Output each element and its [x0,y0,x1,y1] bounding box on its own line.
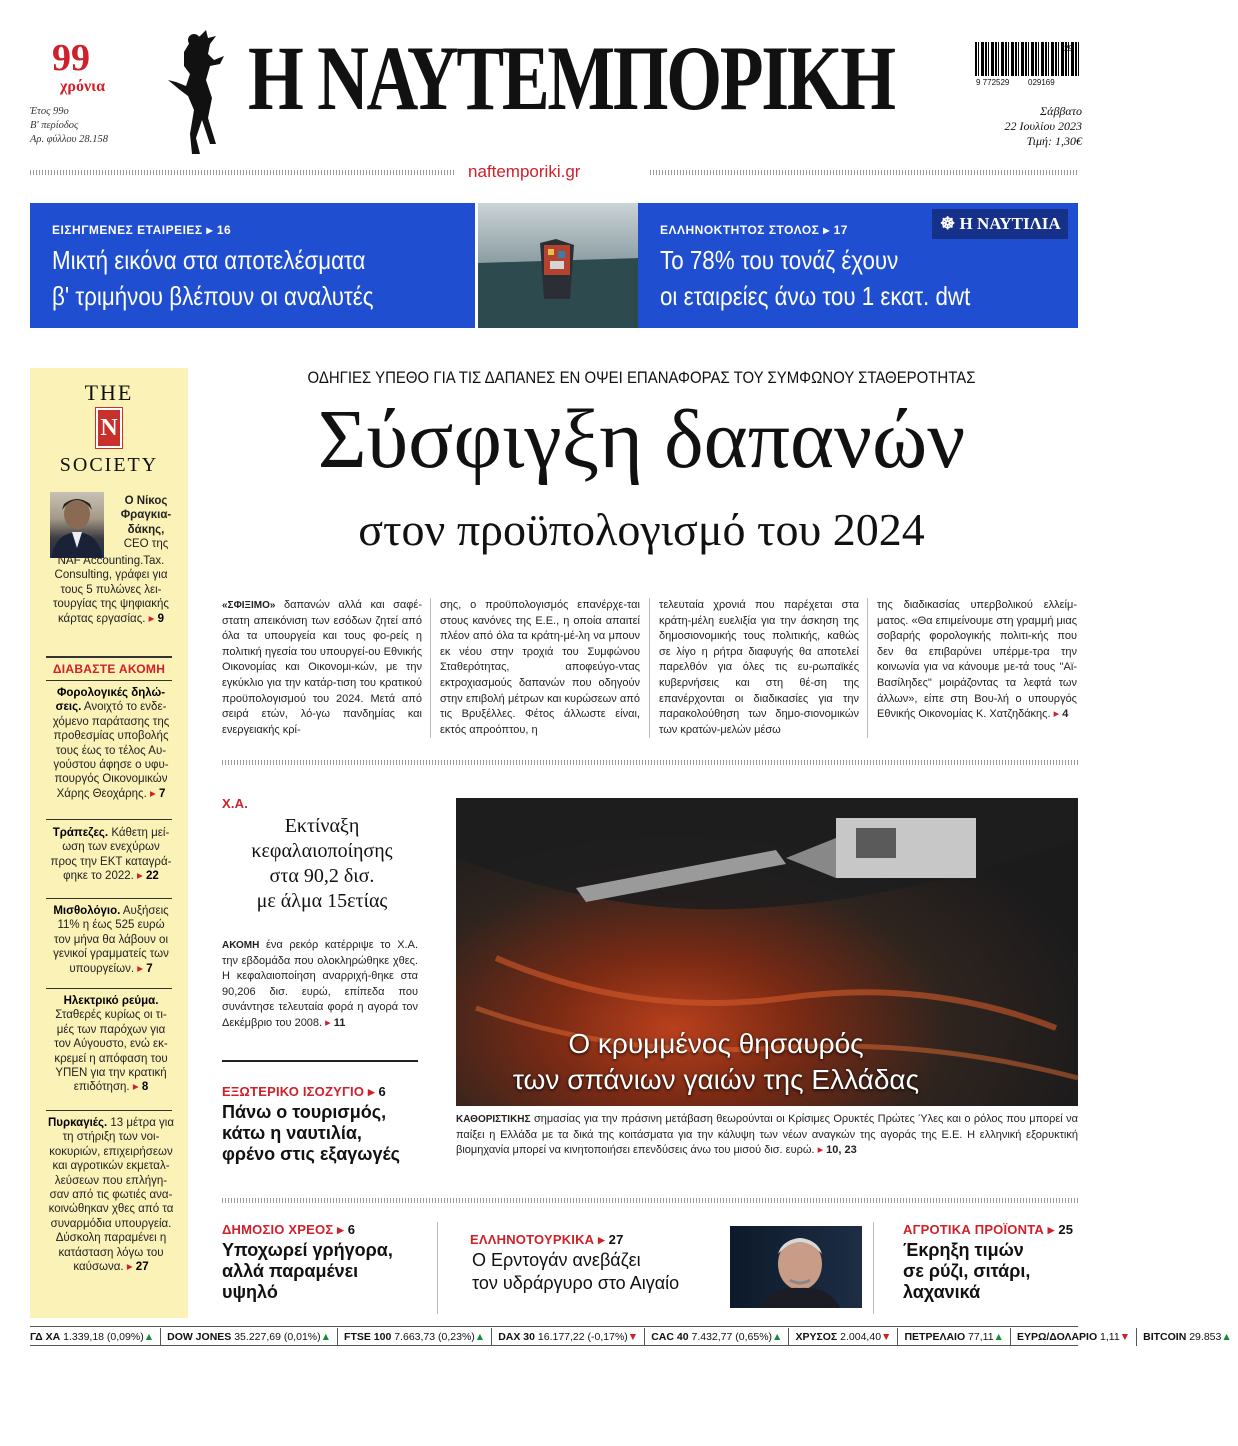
profile-name-2: Φραγκια- [120,509,172,522]
column-separator [867,598,868,738]
arrow-icon: ▸ [598,1232,605,1247]
profile-photo [50,492,104,558]
agro-label: ΑΓΡΟΤΙΚΑ ΠΡΟΪΟΝΤΑ [903,1222,1044,1237]
arrow-icon: ▸ [1053,708,1060,721]
feature-image[interactable] [456,798,1078,1106]
lead-column-3: τελευταία χρονιά που παρέχεται στα κράτη-μέλη ευελιξία για την άσκηση της δημοσιονομικής τους πολιτικής, καθώς σε λίγο η ρήτρα διαφυγής θα αποτελεί παρελθόν για όλες τις ευ-ρωπαϊκές κυβερνήσεις και στη θέ-ση της επανέρχονται οι διαδικασίες για την παρακολούθηση των δημο-σιονομικών των κρατών-μελών μέσω [659,599,859,736]
xa-headline[interactable]: Εκτίναξη κεφαλαιοποίησης στα 90,2 δισ. με άλμα 15ετίας [251,815,393,912]
balance-page: 6 [378,1084,386,1099]
ticker-item: FTSE 100 7.663,73 (0,23%)▲ [338,1328,492,1346]
anniversary-number: 99 [52,37,90,79]
column-separator [649,598,650,738]
avatar [50,492,104,558]
feature-overlay-line1: Ο κρυμμένος θησαυρός [568,1028,864,1059]
lead-dropword: «ΣΦΙΞΙΜΟ» [222,600,276,611]
masthead-rule-left [30,170,455,175]
column-separator [430,598,431,738]
feature-overlay-line2: των σπάνιων γαιών της Ελλάδας [512,1064,920,1095]
sheet-line: Αρ. φύλλου 28.158 [30,134,108,145]
period-line: Β' περίοδος [30,120,79,131]
year-line: Έτος 99ο [30,106,69,117]
column-separator [437,1222,438,1314]
sidebar [30,368,188,1318]
lead-kicker: ΟΔΗΓΙΕΣ ΥΠΕΘΟ ΓΙΑ ΤΙΣ ΔΑΠΑΝΕΣ ΕΝ ΟΨΕΙ ΕΠΑΝΑΦΟΡΑΣ ΤΟΥ ΣΥΜΦΩΝΟΥ ΣΤΑΘΕΡΟΤΗΤΑΣ [307,368,976,387]
sidebar-divider [46,656,172,658]
arrow-icon: ▸ [1047,1222,1055,1237]
arrow-icon: ▸ [126,1261,133,1274]
banner-right-page: 17 [833,223,848,237]
arrow-icon: ▸ [148,612,155,625]
sidebar-item[interactable]: Ηλεκτρικό ρεύμα. Σταθερές κυρίως οι τι-μές των παρόχων για τον Αύγουστο, ενώ εκ-κρεμεί η απόφαση του ΥΠΕΝ για την κρατική επιδότηση. ▸ 8 [54,995,168,1094]
lead-column-4: της διαδικασίας υπερβολικού ελλείμ-ματος. «Θα επιμείνουμε στη γραμμή μιας σοβαρής φορολογικής πολιτι-κής που δεν θα επιβαρύνει υπέρμε-τρα την κοινωνία για να κάνουμε με-τά τους "Αϊ-Βασίληδες" μοιράζοντας τα λεφτά των άλλων», είπε στη Βου-λή ο υπουργός Εθνικής Οικονομίας Κ. Χατζηδάκης. ▸ 4 [877,599,1077,721]
wheel-icon: ☸ [940,214,956,233]
newspaper-title: Η ΝΑΥΤΕΜΠΟΡΙΚΗ [248,27,894,129]
sidebar-divider [46,819,172,820]
banner-left-label: ΕΙΣΗΓΜΕΝΕΣ ΕΤΑΙΡΕΙΕΣ [52,223,203,237]
arrow-icon: ▸ [150,787,156,800]
hermes-logo [170,28,232,158]
market-ticker [30,1326,1232,1346]
arrow-icon: ▸ [823,223,834,237]
naftilia-badge: ☸ Η ΝΑΥΤΙΛΙΑ [932,209,1068,239]
arrow-icon: ▸ [132,1081,139,1094]
day-label: Σάββατο [1040,104,1082,118]
society-the: THE [84,380,134,405]
barcode-right-digits: 029169 [1028,78,1055,87]
sidebar-divider [46,680,172,681]
society-word: SOCIETY [59,454,159,476]
ticker-item: CAC 40 7.432,77 (0,65%)▲ [645,1328,789,1346]
profile-name-4: CEO της [123,538,169,551]
story-divider [222,1060,418,1062]
agro-page: 25 [1058,1222,1074,1237]
agro-headline[interactable]: Έκρηξη τιμών σε ρύζι, σιτάρι, λαχανικά [903,1240,1031,1302]
lead-column-2: σης, ο προϋπολογισμός επανέρχε-ται στους κανόνες της Ε.Ε., η οποία απαιτεί πλέον από όλα τα κράτη-μέ-λη να μπουν εκ νέου στην τροχιά του Συμφώνου Σταθερότητας, αποφεύγο-ντας εκτροχιασμούς δαπανών που οδηγούν στην επιβολή μέτρων και κυρώσεων από τις Βρυξέλλες. Φέτος άλλωστε είναι, εκτός απροόπτου, η [440,599,640,736]
section-rule [222,1198,1078,1203]
society-n-logo: N [96,408,122,448]
sidebar-item[interactable]: Μισθολόγιο. Αυξήσεις 11% η έως 525 ευρώ τον μήνα θα λάβουν οι γενικοί γραμματείς των υπουργείων. ▸ 7 [53,905,169,975]
sidebar-divider [46,1110,172,1111]
balance-headline[interactable]: Πάνω ο τουρισμός, κάτω η ναυτιλία, φρένο στις εξαγωγές [222,1102,400,1164]
profile-text: NAF Accounting.Tax. Consulting, γράφει για τους 5 πυλώνες λει-τουργίας της ψηφιακής κάρτας εργασίας. ▸ 9 [53,555,169,625]
profile-name-3: δάκης, [127,523,165,536]
anniversary-word: χρόνια [60,78,105,95]
banner-left-page: 16 [216,223,232,237]
lead-headline[interactable]: Σύσφιγξη δαπανών [317,393,966,486]
banner-ship-image [478,203,638,328]
ticker-item: DAX 30 16.177,22 (-0,17%)▼ [492,1328,645,1346]
website-link[interactable]: naftemporiki.gr [468,162,581,181]
banner-right-line1: Το 78% του τονάζ έχουν [660,245,899,275]
xa-text: ΑΚΟΜΗ ένα ρεκόρ κατέρριψε το Χ.Α. την εβδομάδα που ολοκληρώθηκε χθες. Η κεφαλαιοποίηση αναρριχή-θηκε στα 90,206 δισ. ευρώ, επίπεδα που συνάντησε τελευταία φορά η αγορά τον Δεκέμβριο του 2008. ▸ 11 [222,939,418,1029]
debt-label: ΔΗΜΟΣΙΟ ΧΡΕΟΣ [222,1222,334,1237]
ticker-item: ΧΡΥΣΟΣ 2.004,40▼ [789,1328,898,1346]
arrow-icon: ▸ [337,1222,344,1237]
turk-label: ΕΛΛΗΝΟΤΟΥΡΚΙΚΑ [470,1232,595,1247]
arrow-icon: ▸ [137,870,143,883]
sidebar-divider [46,898,172,899]
barcode-left-digits: 9 772529 [976,78,1010,87]
arrow-icon: ▸ [137,962,144,975]
barcode-issue: 29 [1064,44,1073,53]
masthead [0,0,1147,185]
banner-right-line2: οι εταιρείες άνω του 1 εκατ. dwt [660,281,971,311]
banner-left-line1: Μικτή εικόνα στα αποτελέσματα [52,245,366,275]
xa-label: Χ.Α. [222,796,249,811]
ticker-item: ΠΕΤΡΕΛΑΙΟ 77,11▲ [898,1328,1011,1346]
sidebar-item[interactable]: Τράπεζες. Κάθετη μεί-ωση των ενεχύρων προς την ΕΚΤ καταγρά-φηκε το 2022. ▸ 22 [50,827,172,883]
turk-headline[interactable]: Ο Ερντογάν ανεβάζει τον υδράργυρο στο Αιγαίο [472,1250,680,1293]
arrow-icon: ▸ [206,223,217,237]
ticker-item: DOW JONES 35.227,69 (0,01%)▲ [161,1328,338,1346]
arrow-icon: ▸ [817,1144,824,1157]
erdogan-photo [730,1226,862,1308]
banner-left-line2: β' τριμήνου βλέπουν οι αναλυτές [52,281,374,311]
price-label: Τιμή: 1,30€ [1026,134,1082,148]
masthead-rule-right [650,170,1078,175]
arrow-icon: ▸ [325,1016,331,1029]
banner-left[interactable] [30,203,475,328]
debt-page: 6 [347,1222,356,1237]
debt-headline[interactable]: Υποχωρεί γρήγορα, αλλά παραμένει υψηλό [222,1240,393,1302]
section-rule [222,760,1078,765]
read-more-heading: ΔΙΑΒΑΣΤΕ ΑΚΟΜΗ [52,662,166,676]
ticker-item: BITCOIN 29.853▲ [1143,1331,1232,1343]
profile-name-1: Ο Νίκος [124,495,168,507]
feature-caption: ΚΑΘΟΡΙΣΤΙΚΗΣ σημασίας για την πράσινη μετάβαση θεωρούνται οι Κρίσιμες Ορυκτές Πρώτες Ύλες και ο ρόλος που μπορεί να παίξει η Ελλάδα με τα δικά της κοιτάσματα για την κάλυψη των νέων αναγκών της αγοράς της Ε.Ε. Η ελληνική εξορυκτική βιομηχανία μπορεί να κινητοποιήσει επενδύσεις άνω του μισού δισ. ευρώ. ▸ 10, 23 [456,1113,1078,1157]
lead-column-1: «ΣΦΙΞΙΜΟ» δαπανών αλλά και σαφέ-στατη απεικόνιση των εσόδων ζητεί από όλα τα υπουργεία και τους φο-ρείς η πολιτική ηγεσία του υπουργεί-ου Εθνικής Οικονομίας και Οικονομι-κών, με την εγκύκλιο για την κατάρ-τιση του κρατικού προϋπολογισμού του 2024. Μετά από σειρά ετών, λό-γω πανδημίας και ενεργειακής κρί- [222,599,422,736]
turk-page: 27 [608,1232,624,1247]
column-separator [873,1222,874,1314]
arrow-icon: ▸ [367,1084,375,1099]
sidebar-divider [46,988,172,989]
portrait-icon [730,1226,862,1308]
date-label: 22 Ιουλίου 2023 [1004,119,1082,133]
ticker-item: ΓΔ ΧΑ 1.339,18 (0,09%)▲ [30,1328,161,1346]
ship-icon [478,203,638,328]
balance-label: ΕΞΩΤΕΡΙΚΟ ΙΣΟΖΥΓΙΟ [222,1084,365,1099]
lead-subhead[interactable]: στον προϋπολογισμό του 2024 [358,504,925,555]
sidebar-item[interactable]: Πυρκαγιές. 13 μέτρα για τη στήριξη των νοι-κοκυριών, επιχειρήσεων και αγροτικών εκμεταλ-λεύσεων που επλήγη-σαν από τις φωτιές ανα-κοινώθηκαν χθες από τα συναρμόδια υπουργεία. Δύσκολη παραμένει η κατάσταση λόγω του καύσωνα. ▸ 27 [48,1117,174,1274]
banner-right-label: ΕΛΛΗΝΟΚΤΗΤΟΣ ΣΤΟΛΟΣ [660,223,820,237]
ticker-item: ΕΥΡΩ/ΔΟΛΑΡΙΟ 1,11▼ [1011,1328,1137,1346]
banner-right[interactable] [638,203,1078,328]
sidebar-item[interactable]: Φορολογικές δηλώ-σεις. Ανοιχτό το ενδε-χόμενο παράτασης της προθεσμίας υποβολής τους έως το τέλος Αυ-γούστου άφησε ο υφυ-πουργός Οικονομικών Χάρης Θεοχάρης. ▸ 7 [52,687,170,800]
